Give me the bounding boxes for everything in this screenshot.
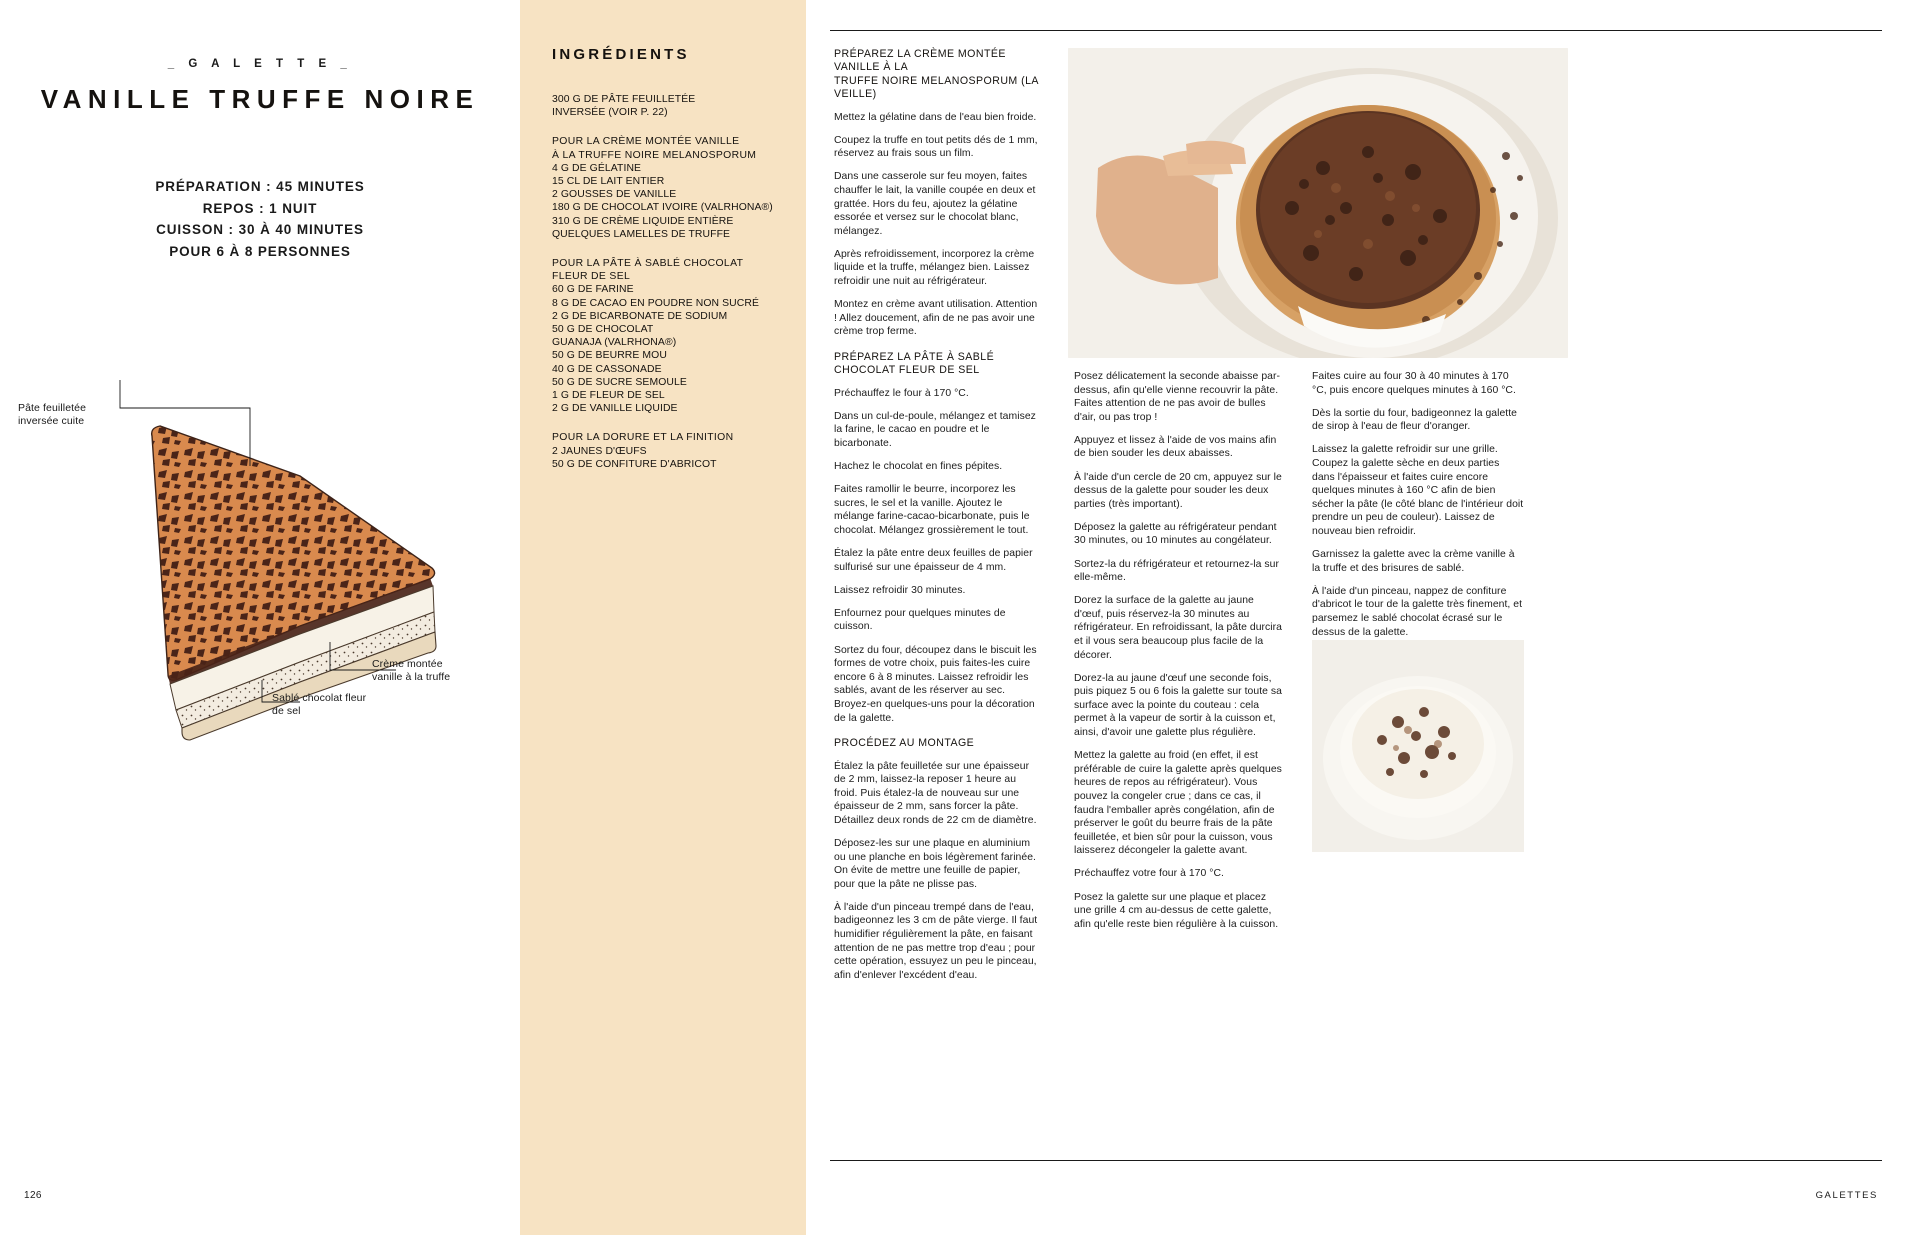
instruction-paragraph: Laissez la galette refroidir sur une grille. Coupez la galette sèche en deux parties dans l'épaisseur et faites cuire encore quelques minutes à 160 °C afin de bien sécher la pâte (le côté blanc de l'intérieur doit prendre un peu de couleur). Laissez de nouveau bien refroidir.: [1312, 444, 1524, 537]
meta-portions: POUR 6 À 8 PERSONNES: [169, 243, 351, 259]
diagram-label-cream: Crème montée vanille à la truffe: [372, 658, 451, 683]
ingredient-item: 50 G DE SUCRE SEMOULE: [552, 376, 687, 388]
ingredient-group-heading: POUR LA DORURE ET LA FINITION: [552, 432, 734, 444]
recipe-meta: [0, 176, 520, 262]
ingredient-group: [552, 257, 784, 415]
instruction-paragraph: Laissez refroidir 30 minutes.: [834, 584, 966, 596]
instruction-paragraph: Dorez la surface de la galette au jaune d'œuf, puis réservez-la 30 minutes au réfrigérateur. En refroidissant, la pâte durcira et il vous sera beaucoup plus facile de la décorer.: [1074, 595, 1283, 661]
finished-galette-graphic: [1312, 640, 1524, 852]
ingredient-group-heading: À LA TRUFFE NOIRE MELANOSPORUM: [552, 149, 757, 161]
instructions-column-3: [1312, 370, 1524, 649]
ingredient-item: 1 G DE FLEUR DE SEL: [552, 390, 665, 402]
hero-photo-graphic: [1068, 48, 1568, 358]
left-page: [0, 0, 520, 1235]
ingredient-item: 2 G DE BICARBONATE DE SODIUM: [552, 310, 728, 322]
section-heading-sable: PRÉPAREZ LA PÂTE À SABLÉ CHOCOLAT FLEUR DE SEL: [834, 350, 995, 377]
instruction-paragraph: À l'aide d'un cercle de 20 cm, appuyez sur le dessus de la galette pour souder les deux parties (très important).: [1074, 471, 1282, 510]
instruction-paragraph: Montez en crème avant utilisation. Attention ! Allez doucement, afin de ne pas avoir une crème trop ferme.: [834, 299, 1038, 338]
instruction-paragraph: À l'aide d'un pinceau trempé dans de l'eau, badigeonnez les 3 cm de pâte vierge. Il faut humidifier régulièrement la pâte, en faisant attention de ne pas mettre trop d'eau ; pour cette opération, essuyez un peu le pinceau, afin d'enlever l'excédent d'eau.: [834, 901, 1038, 981]
ingredient-item: 2 JAUNES D'ŒUFS: [552, 445, 647, 457]
section-label: GALETTES: [1815, 1190, 1878, 1201]
ingredient-item: 60 G DE FARINE: [552, 284, 634, 296]
instruction-paragraph: À l'aide d'un pinceau, nappez de confiture d'abricot le tour de la galette très finement, et parsemez le sablé chocolat écrasé sur le dessus de la galette.: [1312, 585, 1523, 638]
instruction-paragraph: Sortez du four, découpez dans le biscuit les formes de votre choix, puis faites-les cuire encore 6 à 8 minutes. Laissez refroidir les sablés, avant de les réserver au sec. Broyez-en quelques-uns pour la décoration de la galette.: [834, 644, 1037, 724]
instruction-paragraph: Dès la sortie du four, badigeonnez la galette de sirop à l'eau de fleur d'oranger.: [1312, 407, 1518, 433]
instruction-paragraph: Posez la galette sur une plaque et placez une grille 4 cm au-dessus de cette galette, afin qu'elle reste bien régulière à la cuisson.: [1074, 891, 1279, 930]
ingredient-item: 8 G DE CACAO EN POUDRE NON SUCRÉ: [552, 297, 760, 309]
galette-slice-illustration: [0, 380, 520, 780]
ingredient-group: [552, 135, 784, 241]
finished-galette-photo: [1312, 640, 1524, 852]
instruction-paragraph: Dorez-la au jaune d'œuf une seconde fois, puis piquez 5 ou 6 fois la galette sur toute sa surface avec la pointe du couteau : cela permet à la vapeur de sortir à la cuisson et, ainsi, d'avoir une galette plus régulière.: [1074, 672, 1282, 739]
instructions-column-1: [834, 48, 1042, 992]
section-heading-montage: PROCÉDEZ AU MONTAGE: [834, 737, 975, 750]
ingredient-item: 50 G DE BEURRE MOU: [552, 350, 667, 362]
instruction-paragraph: Sortez-la du réfrigérateur et retournez-la sur elle-même.: [1074, 558, 1280, 584]
ingredient-item: 2 G DE VANILLE LIQUIDE: [552, 403, 678, 415]
instruction-paragraph: Préchauffez votre four à 170 °C.: [1074, 868, 1224, 880]
page-title: VANILLE TRUFFE NOIRE: [40, 84, 480, 114]
ingredient-item: INVERSÉE (VOIR P. 22): [552, 107, 668, 119]
ingredients-content: [552, 46, 784, 487]
ingredient-item: 2 GOUSSES DE VANILLE: [552, 189, 677, 201]
ingredient-group-heading: FLEUR DE SEL: [552, 271, 631, 283]
instruction-paragraph: Garnissez la galette avec la crème vanille à la truffe et des brisures de sablé.: [1312, 549, 1515, 574]
instruction-paragraph: Déposez la galette au réfrigérateur pendant 30 minutes, ou 10 minutes au congélateur.: [1074, 521, 1277, 547]
ingredient-item: 4 G DE GÉLATINE: [552, 162, 642, 174]
instruction-paragraph: Enfournez pour quelques minutes de cuisson.: [834, 607, 1006, 633]
instruction-paragraph: Dans un cul-de-poule, mélangez et tamisez la farine, le cacao en poudre et le bicarbonate.: [834, 410, 1036, 450]
instruction-paragraph: Préchauffez le four à 170 °C.: [834, 387, 969, 399]
instruction-paragraph: Après refroidissement, incorporez la crème liquide et la truffe, mélangez bien. Laissez refroidir une nuit au réfrigérateur.: [834, 248, 1035, 288]
ingredient-group-heading: POUR LA PÂTE À SABLÉ CHOCOLAT: [552, 258, 744, 270]
instruction-paragraph: Déposez-les sur une plaque en aluminium ou une planche en bois légèrement farinée. On évite de mettre une feuille de papier, pour que la pâte ne plisse pas.: [834, 838, 1036, 890]
top-rule: [830, 30, 1882, 31]
recipe-kicker: _ G A L E T T E _: [167, 58, 353, 70]
instruction-paragraph: Étalez la pâte entre deux feuilles de papier sulfurisé sur une épaisseur de 4 mm.: [834, 548, 1033, 573]
ingredient-item: GUANAJA (VALRHONA®): [552, 337, 677, 349]
instruction-paragraph: Faites cuire au four 30 à 40 minutes à 170 °C, puis encore quelques minutes à 160 °C.: [1312, 371, 1516, 396]
instruction-paragraph: Hachez le chocolat en fines pépites.: [834, 461, 1003, 473]
instructions-column-2: [1074, 370, 1286, 941]
meta-cuisson: CUISSON : 30 À 40 MINUTES: [156, 222, 364, 237]
ingredients-title: INGRÉDIENTS: [552, 46, 690, 63]
ingredient-item: 300 G DE PÂTE FEUILLETÉE: [552, 94, 696, 105]
galette-cross-section-diagram: [0, 380, 520, 780]
diagram-label-sable: Sablé chocolat fleur de sel: [272, 692, 367, 717]
instruction-paragraph: Appuyez et lissez à l'aide de vos mains afin de bien souder les deux abaisses.: [1074, 434, 1277, 460]
bottom-rule: [830, 1160, 1882, 1161]
diagram-label-pastry: Pâte feuilletée inversée cuite: [18, 402, 87, 427]
ingredient-item: 180 G DE CHOCOLAT IVOIRE (VALRHONA®): [552, 202, 773, 214]
instruction-paragraph: Dans une casserole sur feu moyen, faites chauffer le lait, la vanille coupée en deux et grattée. Hors du feu, ajoutez la gélatine essorée et versez sur le chocolat blanc, mélangez.: [834, 171, 1036, 237]
ingredient-item: 310 G DE CRÈME LIQUIDE ENTIÈRE: [552, 215, 734, 227]
right-page: [806, 0, 1906, 1235]
ingredient-group-heading: POUR LA CRÈME MONTÉE VANILLE: [552, 136, 740, 148]
instruction-paragraph: Posez délicatement la seconde abaisse par-dessus, afin qu'elle vienne recouvrir la pâte. Faites attention de ne pas avoir de bulles d'air, ou pas trop !: [1074, 371, 1280, 423]
instruction-paragraph: Étalez la pâte feuilletée sur une épaisseur de 2 mm, laissez-la reposer 1 heure au froid. Puis étalez-la de nouveau sur une épaisseur de 2 mm, sans forcer la pâte. Détaillez deux ronds de 22 cm de diamètre.: [834, 760, 1037, 826]
ingredient-item: 15 CL DE LAIT ENTIER: [552, 176, 665, 188]
section-heading-creme: PRÉPAREZ LA CRÈME MONTÉE VANILLE À LA TRUFFE NOIRE MELANOSPORUM (LA VEILLE): [834, 48, 1039, 101]
page-number: 126: [24, 1190, 42, 1201]
ingredients-panel: [520, 0, 806, 1235]
ingredient-group: [552, 93, 784, 119]
instruction-paragraph: Mettez la gélatine dans de l'eau bien froide.: [834, 111, 1037, 123]
meta-repos: REPOS : 1 NUIT: [202, 200, 318, 216]
ingredient-group: [552, 431, 784, 471]
ingredient-item: QUELQUES LAMELLES DE TRUFFE: [552, 228, 731, 240]
instruction-paragraph: Faites ramollir le beurre, incorporez les sucres, le sel et la vanille. Ajoutez le mélange farine-cacao-bicarbonate, puis le chocolat. Mélangez grossièrement le tout.: [834, 484, 1030, 536]
galette-hero-photo: [1068, 48, 1568, 358]
ingredient-item: 50 G DE CONFITURE D'ABRICOT: [552, 458, 717, 470]
ingredient-item: 40 G DE CASSONADE: [552, 363, 662, 375]
instruction-paragraph: Coupez la truffe en tout petits dés de 1 mm, réservez au frais sous un film.: [834, 134, 1038, 160]
instruction-paragraph: Mettez la galette au froid (en effet, il est préférable de cuire la galette après quelques heures de repos au réfrigérateur). Vous pouvez la congeler crue ; dans ce cas, il faudra l'emballer après congélation, afin de préserver le goût du beurre frais de la pâte feuilletée, et bien sûr pour la cuisson, vous laisserez décongeler la galette avant.: [1074, 750, 1282, 857]
ingredient-item: 50 G DE CHOCOLAT: [552, 324, 654, 336]
meta-preparation: PRÉPARATION : 45 MINUTES: [155, 179, 365, 194]
